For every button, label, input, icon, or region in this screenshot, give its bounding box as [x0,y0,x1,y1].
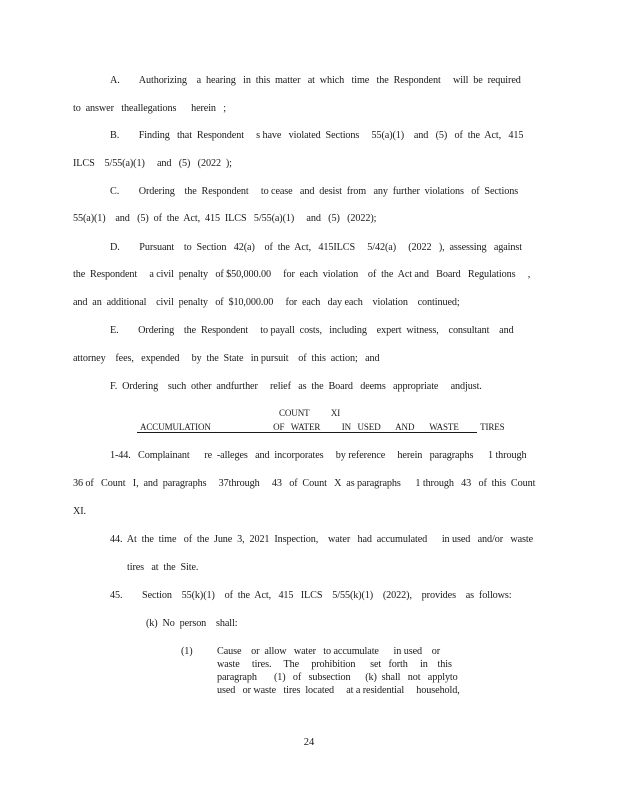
para-e-line-1: E. Ordering the Respondent to payall costs, including expert witness, consultant and [110,325,514,336]
quote-line-4: used or waste tires located at a residential household, [217,685,460,696]
para-c-line-1: C. Ordering the Respondent to cease and desist from any further violations of Sections [110,186,519,197]
para-a-line-1: A. Authorizing a hearing in this matter at which time the Respondent will be required [110,75,521,86]
page-number: 24 [303,737,315,748]
para-45-line-2: (k) No person shall: [146,618,238,629]
para-1-44-line-1: 1-44. Complainant re -alleges and incorporates by reference herein paragraphs 1 through [110,450,527,461]
para-d-line-1: D. Pursuant to Section 42(a) of the Act, 415ILCS 5/42(a) (2022 ), assessing against [110,242,522,253]
quote-number: (1) [181,646,193,657]
quote-line-3: paragraph (1) of subsection (k) shall not applyto [217,672,458,683]
count-heading-line-2: ACCUMULATION OF WATER IN USED AND WASTE TIRES [140,422,505,432]
para-1-44-line-3: XI. [73,506,86,517]
para-b-line-2: ILCS 5/55(a)(1) and (5) (2022 ); [73,158,232,169]
para-c-line-2: 55(a)(1) and (5) of the Act, 415 ILCS 5/55(a)(1) and (5) (2022); [73,213,377,224]
para-45-line-1: 45. Section 55(k)(1) of the Act, 415 ILCS 5/55(k)(1) (2022), provides as follows: [110,590,512,601]
para-44-line-1: 44. At the time of the June 3, 2021 Inspection, water had accumulated in used and/or waste [110,534,534,545]
para-f-line-1: F. Ordering such other andfurther relief as the Board deems appropriate andjust. [110,381,482,392]
count-heading-line-1: COUNT XI [279,408,341,418]
para-a-line-2: to answer theallegations herein ; [73,103,226,114]
para-e-line-2: attorney fees, expended by the State in pursuit of this action; and [73,353,380,364]
para-b-line-1: B. Finding that Respondent s have violated Sections 55(a)(1) and (5) of the Act, 415 [110,130,524,141]
quote-line-2: waste tires. The prohibition set forth in this [217,659,452,670]
para-44-line-2: tires at the Site. [127,562,199,573]
para-d-line-3: and an additional civil penalty of $10,000.00 for each day each violation continued; [73,297,460,308]
para-1-44-line-2: 36 of Count I, and paragraphs 37through 43 of Count X as paragraphs 1 through 43 of this Count [73,478,536,489]
heading-underline [137,432,477,433]
para-d-line-2: the Respondent a civil penalty of $50,000.00 for each violation of the Act and Board Regulations , [73,269,531,280]
quote-line-1: Cause or allow water to accumulate in used or [217,646,441,657]
